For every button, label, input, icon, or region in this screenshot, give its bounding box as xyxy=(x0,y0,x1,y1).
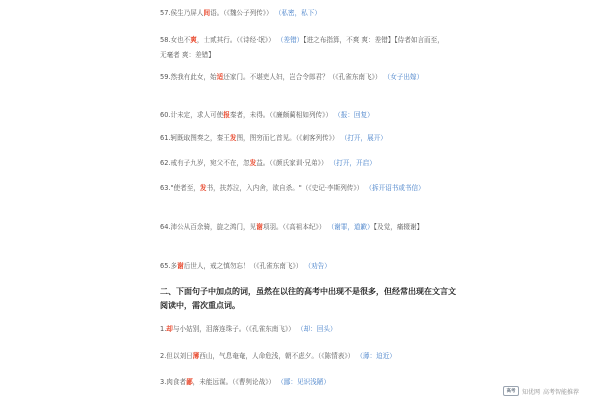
entry-text: 语。（《魏公子列传》） xyxy=(210,9,273,17)
highlight-word: 发 xyxy=(249,159,257,167)
entry-text: 秦者，未得。（《廉颇蔺相如列传》） xyxy=(229,111,333,119)
entry-note-extra: 【进之布指算，不爽 爽：差错】【侍者如言而至，无毫者 爽：差错】 xyxy=(160,36,444,59)
entry-note: （薄：迫近） xyxy=(356,352,396,360)
entry-note: （打开，展开） xyxy=(340,134,387,142)
highlight-word: 鄙 xyxy=(186,378,193,386)
entry-61 xyxy=(160,131,450,146)
entry-text: 59.然我有此女，始 xyxy=(160,73,217,81)
entry-note: （打开，开启） xyxy=(329,159,376,167)
entry-text: 1. xyxy=(160,325,167,333)
highlight-word: 谢 xyxy=(256,223,263,231)
watermark-text: 高考智能推荐 xyxy=(543,388,580,396)
entry-2-3 xyxy=(160,375,450,390)
highlight-word: 适 xyxy=(216,73,224,81)
entry-text: 58.女也不 xyxy=(160,36,191,44)
section-heading: 二、下面句子中加点的词，虽然在以往的高考中出现不是很多，但经常出现在文言文阅读中，需次重点词。 xyxy=(160,287,456,310)
entry-note-extra: 【及觉，痛辍谢】 xyxy=(373,223,424,231)
entry-2-1 xyxy=(160,322,450,337)
entry-note: （却：回头） xyxy=(296,325,337,333)
watermark-logo-icon: 高考 xyxy=(503,386,519,396)
entry-text: 与小姑别，泪落连珠子。（《孔雀东南飞》） xyxy=(172,325,295,333)
highlight-word: 报 xyxy=(223,111,230,119)
entry-57 xyxy=(160,6,450,21)
entry-note: （私密，私下） xyxy=(274,9,321,17)
entry-60 xyxy=(160,108,450,123)
entry-62 xyxy=(160,156,450,171)
highlight-word: 谢 xyxy=(177,262,184,270)
highlight-word: 发 xyxy=(199,184,207,192)
entry-text: 57.侯生乃屏人 xyxy=(160,9,204,17)
highlight-word: 爽 xyxy=(190,36,197,44)
entry-2-2 xyxy=(160,349,450,364)
entry-text: 60.计未定，求人可使 xyxy=(160,111,224,119)
entry-text: 后世人，戒之慎勿忘！（《孔雀东南飞》） xyxy=(183,262,303,270)
entry-text: ，未能远谋。（《曹刿论战》） xyxy=(192,378,276,386)
entry-text: 64.沛公从百余骑，旋之鸿门，见 xyxy=(160,223,257,231)
entry-note: （劝告） xyxy=(304,262,331,270)
entry-note: （女子出嫁） xyxy=(383,73,424,81)
entry-text: 65.多 xyxy=(160,262,178,270)
entry-note: （拆开诏书或书信） xyxy=(365,184,425,192)
entry-text: ，士贰其行。（《诗经·氓》） xyxy=(196,36,275,44)
entry-64 xyxy=(160,220,450,235)
entry-text: 63."使者至， xyxy=(160,184,200,192)
entry-text: 62.戒有子九岁，宛父不在，忽 xyxy=(160,159,250,167)
highlight-word: 却 xyxy=(166,325,173,333)
entry-65 xyxy=(160,259,450,274)
watermark xyxy=(503,385,579,397)
highlight-word: 薄 xyxy=(192,352,200,360)
entry-note: （差错） xyxy=(276,36,304,44)
entry-text: 益。（《颜氏家训·兄弟》） xyxy=(256,159,328,167)
entry-text: 西山，气息奄奄，人命危浅，朝不虑夕。（《陈情表》） xyxy=(199,352,355,360)
entry-note: （谢罪，道歉） xyxy=(327,223,374,231)
entry-text: 61.轲既取图奏之，秦王 xyxy=(160,134,230,142)
watermark-brand: 知优网 xyxy=(522,388,541,396)
entry-text: 3.肉食者 xyxy=(160,378,187,386)
entry-text: 书，扶苏泣，入内舍，欲自杀。"（《史记·李斯列传》） xyxy=(206,184,364,192)
highlight-word: 间 xyxy=(203,9,211,17)
entry-note: （鄙：见识浅陋） xyxy=(277,378,330,386)
entry-text: 图，图穷而匕首见。（《刺客列传》） xyxy=(236,134,339,142)
entry-text: 2.但以刘日 xyxy=(160,352,193,360)
entry-59 xyxy=(160,70,450,85)
entry-63 xyxy=(160,181,450,196)
entry-58 xyxy=(160,33,450,63)
entry-note: （报：回复） xyxy=(334,111,374,119)
entry-text: 项羽。（《高祖本纪》） xyxy=(262,223,326,231)
highlight-word: 发 xyxy=(229,134,237,142)
entry-text: 还家门。不堪吏人妇，岂合令郎君？（《孔雀东南飞》） xyxy=(223,73,382,81)
